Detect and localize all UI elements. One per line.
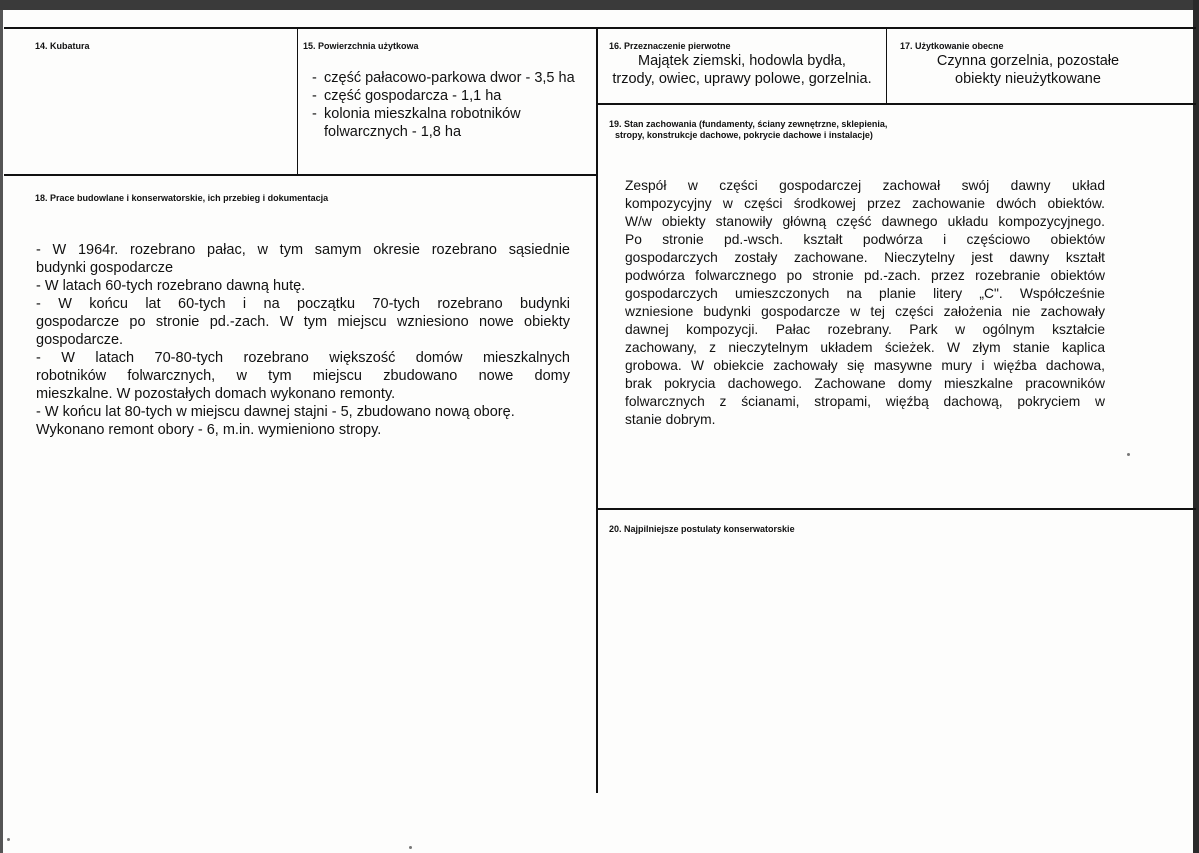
field-15-label: 15. Powierzchnia użytkowa	[303, 41, 419, 51]
field-16-label: 16. Przeznaczenie pierwotne	[609, 41, 731, 51]
text-line: - W końcu lat 60-tych i na początku 70-tych rozebrano budynki	[36, 296, 570, 312]
scan-speck	[7, 838, 10, 841]
scan-edge-right	[1193, 0, 1199, 853]
field-16-content	[599, 52, 885, 88]
field-18-content	[36, 241, 570, 439]
list-item: - część gospodarcza - 1,1 ha	[312, 88, 502, 104]
text-line: kompozycyjny w części środkowej przez zachowanie dwóch obiektów.	[625, 196, 1105, 211]
field-19-label-line: 19. Stan zachowania (fundamenty, ściany zewnętrzne, sklepienia,	[609, 119, 888, 129]
text-line: gospodarczych zostały zachowane. Nieczytelny jest dawny kształt	[625, 250, 1105, 265]
list-item: - część pałacowo-parkowa dwor - 3,5 ha	[312, 70, 575, 86]
text-line: folwarcznych z ścianami, stropami, więźbą dachową, pokryciem w	[625, 394, 1105, 409]
text-line: podwórza folwarcznego po stronie pd.-zach. przez rozebranie obiektów	[625, 268, 1105, 283]
text-line: wzniesione budynki gospodarcze w tej części założenia nie zachowały	[625, 304, 1105, 319]
scan-speck	[1127, 453, 1130, 456]
text-line: Czynna gorzelnia, pozostałe	[936, 53, 1120, 69]
list-item: - kolonia mieszkalna robotników folwarcznych - 1,8 ha	[312, 106, 521, 140]
text-line: Majątek ziemski, hodowla bydła,	[638, 53, 846, 69]
field-19-label-line: stropy, konstrukcje dachowe, pokrycie dachowe i instalacje)	[615, 130, 873, 140]
text-line: trzody, owiec, uprawy polowe, gorzelnia.	[612, 71, 872, 87]
rule-row-19-bottom	[597, 508, 1196, 510]
rule-row1-left	[4, 174, 597, 176]
text-line: stanie dobrym.	[625, 412, 716, 427]
scan-edge-left	[0, 10, 3, 853]
field-17-content	[888, 52, 1168, 88]
field-17-label: 17. Użytkowanie obecne	[900, 41, 1004, 51]
text-line: budynki gospodarcze	[36, 260, 174, 276]
text-line: - W 1964r. rozebrano pałac, w tym samym okresie rozebrano sąsiednie	[36, 242, 570, 258]
rule-col-main-divider	[596, 28, 598, 793]
text-line: mieszkalne. W pozostałych domach wykonano remonty.	[36, 386, 396, 402]
text-line: Zespół w części gospodarczej zachował swój dawny układ	[625, 178, 1105, 193]
text-line: Wykonano remont obory - 6, m.in. wymieniono stropy.	[36, 422, 382, 438]
field-14-label: 14. Kubatura	[35, 41, 90, 51]
text-line: dawnej kompozycji. Pałac rozebrany. Park w ogólnym kształcie	[625, 322, 1105, 337]
rule-row-16-bottom	[597, 103, 1196, 105]
field-19-content	[625, 177, 1105, 429]
scan-speck	[409, 846, 412, 849]
text-line: zachowany, z nieczytelnym układem ścieżek. W złym stanie kaplica	[625, 340, 1105, 355]
text-line: - W latach 60-tych rozebrano dawną hutę.	[36, 278, 306, 294]
text-line: - W końcu lat 80-tych w miejscu dawnej stajni - 5, zbudowano nową oborę.	[36, 404, 515, 420]
text-line: - W latach 70-80-tych rozebrano większość domów mieszkalnych	[36, 350, 570, 366]
text-line: Po stronie pd.-wsch. kształt podwórza i częściowo obiektów	[625, 232, 1105, 247]
rule-top	[4, 27, 1196, 29]
text-line: gospodarcze.	[36, 332, 124, 348]
text-line: gospodarczych umieszczonych na planie litery „C". Współcześnie	[625, 286, 1105, 301]
text-line: grobowa. W obiekcie zachowały się masywne mury i więźba dachowa,	[625, 358, 1105, 373]
scan-edge-top	[0, 0, 1199, 10]
field-20-label: 20. Najpilniejsze postulaty konserwatorskie	[609, 524, 795, 534]
text-line: W/w obiekty stanowiły główną część dawnego układu kompozycyjnego.	[625, 214, 1105, 229]
field-19-label	[609, 119, 887, 141]
field-15-content	[312, 69, 592, 141]
rule-col-17-divider	[886, 28, 887, 104]
rule-col-15-divider	[297, 28, 298, 175]
field-18-label: 18. Prace budowlane i konserwatorskie, ich przebieg i dokumentacja	[35, 193, 329, 203]
text-line: brak pokrycia dachowego. Zachowane domy mieszkalne pracowników	[625, 376, 1105, 391]
text-line: obiekty nieużytkowane	[955, 71, 1101, 87]
text-line: robotników folwarcznych, w tym miejscu zbudowano nowe domy	[36, 368, 570, 384]
text-line: gospodarcze po stronie pd.-zach. W tym miejscu wzniesiono nowe obiekty	[36, 314, 570, 330]
